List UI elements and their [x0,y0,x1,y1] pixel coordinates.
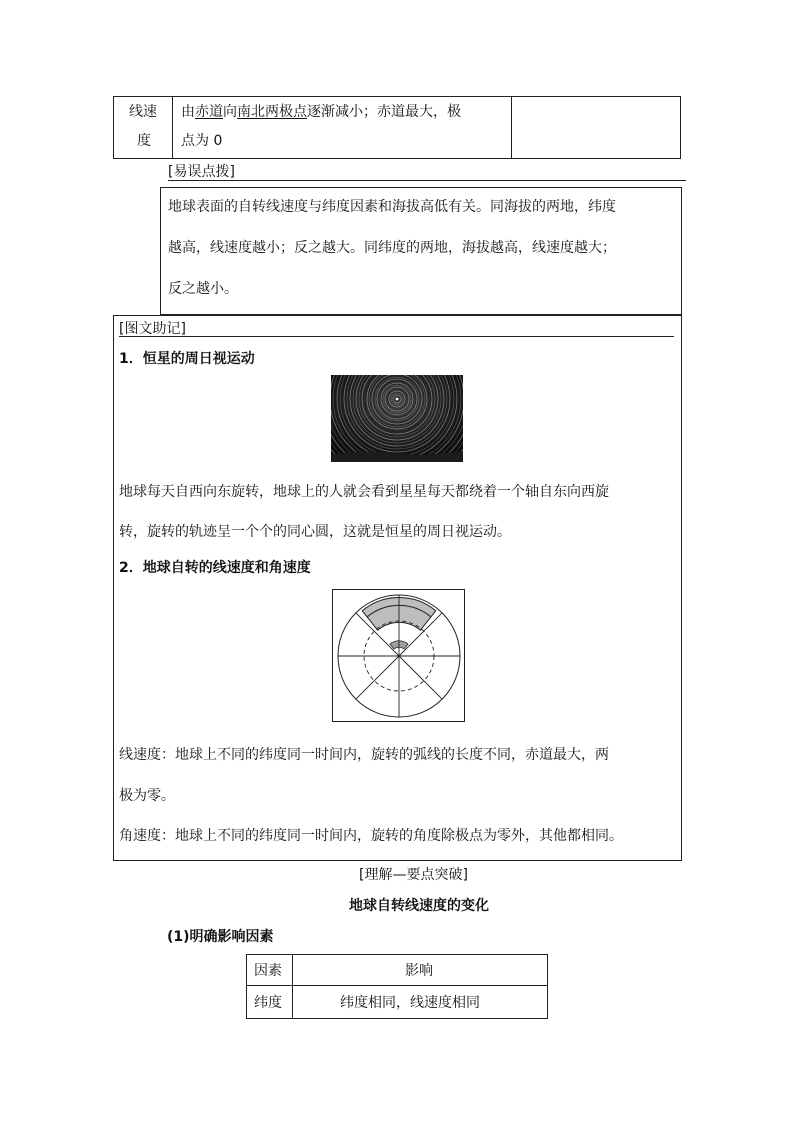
breakthrough-heading: [理解—要点突破] [359,867,468,883]
linear-speed-line-1: 线速度：地球上不同的纬度同一时间内，旋转的弧线的长度不同，赤道最大，两 [119,747,609,763]
rotation-speed-diagram [332,589,465,722]
factor-table-header-2: 影响 [405,963,433,979]
top-table-content-line1 [181,101,461,121]
angular-speed-line: 角速度：地球上不同的纬度同一时间内，旋转的角度除极点为零外，其他都相同。 [119,828,623,844]
poles-term: 南北两极点 [237,104,307,120]
mistake-line-1: 地球表面的自转线速度与纬度因素和海拔高低有关。同海拔的两地，纬度 [168,199,616,215]
memory-heading: [图文助记] [119,321,186,337]
mistake-line-2: 越高，线速度越小；反之越大。同纬度的两地，海拔越高，线速度越大； [168,240,616,256]
breakthrough-subheading: (1)明确影响因素 [167,929,274,945]
mistake-heading-rule [168,180,686,181]
content-part-3: 向 [223,104,237,120]
top-table-label-line2: 度 [137,133,151,149]
linear-speed-line-2: 极为零。 [119,788,175,804]
content-part-1: 由 [181,104,195,120]
content-part-5: 逐渐减小；赤道最大，极 [307,104,461,120]
mistake-line-3: 反之越小。 [168,281,238,297]
factor-table-cell-1: 纬度 [254,995,282,1011]
top-table-label-line1: 线速 [129,104,157,120]
factor-table-header-1: 因素 [254,963,282,979]
top-table-content-line2: 点为 0 [181,133,223,149]
top-table-empty-cell [511,96,681,159]
breakthrough-title: 地球自转线速度的变化 [349,898,489,914]
section1-line-1: 地球每天自西向东旋转，地球上的人就会看到星星每天都绕着一个轴自东向西旋 [119,484,609,500]
section2-title: 2．地球自转的线速度和角速度 [119,560,311,576]
mistake-heading: [易误点拨] [168,164,235,180]
section1-title: 1．恒星的周日视运动 [119,351,255,367]
equator-term: 赤道 [195,104,223,120]
star-trails-image [331,375,463,462]
section1-line-2: 转，旋转的轨迹呈一个个的同心圆，这就是恒星的周日视运动。 [119,524,511,540]
memory-heading-rule [119,336,674,337]
factor-table-cell-2: 纬度相同，线速度相同 [340,995,480,1011]
